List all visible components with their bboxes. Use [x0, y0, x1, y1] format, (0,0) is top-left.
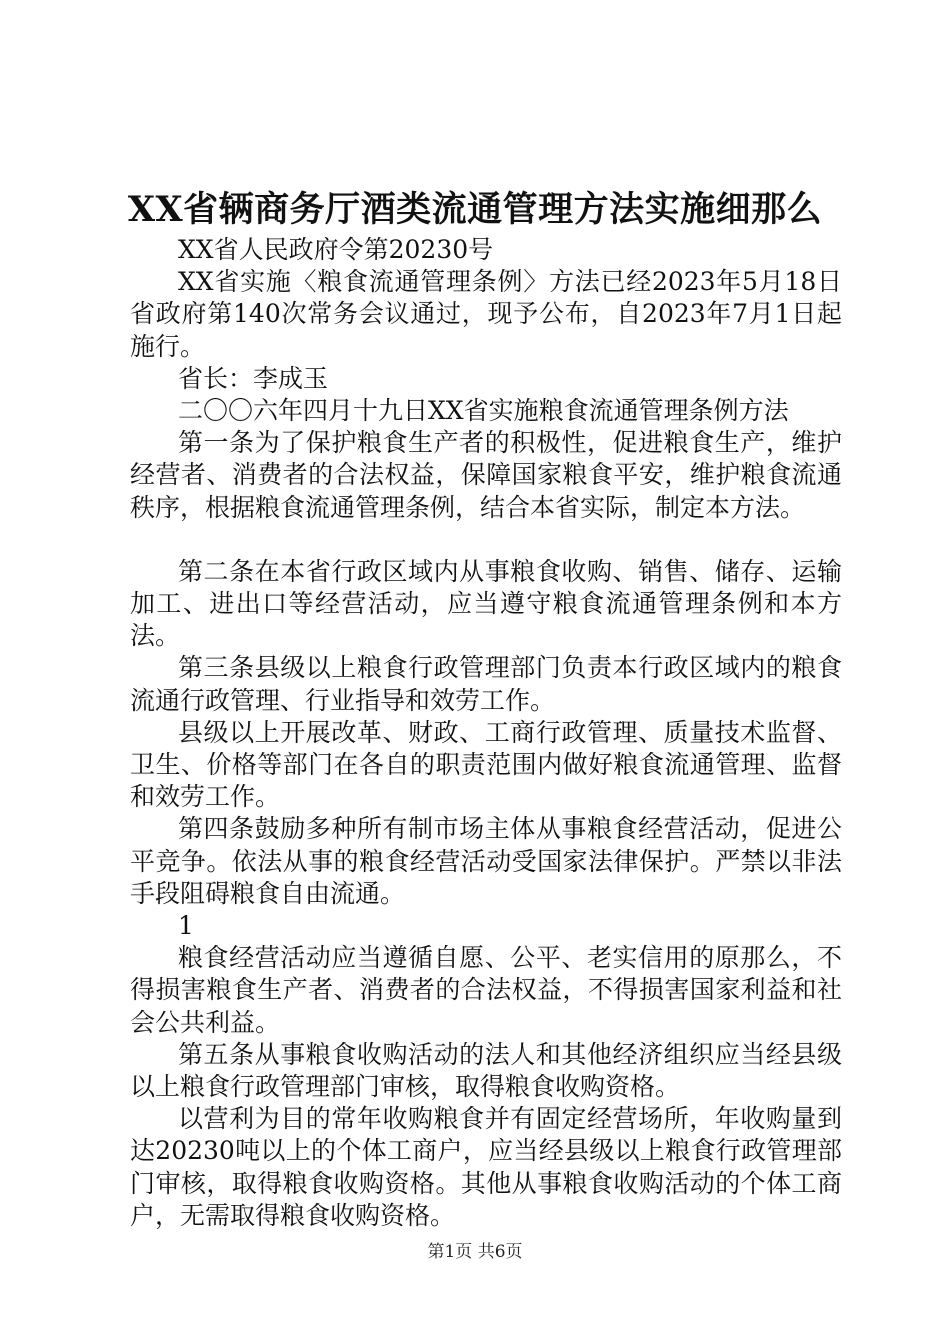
article-2: 第二条在本省行政区域内从事粮食收购、销售、储存、运输加工、进出口等经营活动，应当遵守粮食流通管理条例和本方法。: [130, 556, 842, 651]
governor-signature-line: 省长：李成玉: [178, 363, 329, 393]
blank-line: [130, 524, 842, 556]
page-footer: 第1页 共6页: [427, 1242, 523, 1262]
document-title: XX省辆商务厅酒类流通管理方法实施细那么: [127, 189, 823, 230]
date-and-heading-line: 二〇〇六年四月十九日XX省实施粮食流通管理条例方法: [178, 396, 789, 426]
decree-number: XX省人民政府令第20230号: [178, 235, 494, 264]
article-5: 第五条从事粮食收购活动的法人和其他经济组织应当经县级以上粮食行政管理部门审核，取得粮食收购资格。: [130, 1039, 842, 1102]
article-4: 第四条鼓励多种所有制市场主体从事粮食经营活动，促进公平竞争。依法从事的粮食经营活动受国家法律保护。严禁以非法手段阻碍粮食自由流通。: [130, 814, 842, 908]
document-body: [130, 234, 842, 1232]
article-3: 第三条县级以上粮食行政管理部门负责本行政区域内的粮食流通行政管理、行业指导和效劳工作。: [130, 653, 842, 715]
paragraph-announcement: XX省实施〈粮食流通管理条例〉方法已经2023年5月18日省政府第140次常务会议通过，现予公布，自2023年7月1日起施行。: [130, 267, 842, 361]
article-1: 第一条为了保护粮食生产者的积极性，促进粮食生产，维护经营者、消费者的合法权益，保障国家粮食平安，维护粮食流通秩序，根据粮食流通管理条例，结合本省实际，制定本方法。: [130, 428, 842, 522]
article-5-continued: 以营利为目的常年收购粮食并有固定经营场所，年收购量到达20230吨以上的个体工商户，应当经县级以上粮食行政管理部门审核，取得粮食收购资格。其他从事粮食收购活动的个体工商户，无需取得粮食收购资格。: [130, 1104, 842, 1230]
article-3-continued: 县级以上开展改革、财政、工商行政管理、质量技术监督、卫生、价格等部门在各自的职责范围内做好粮食流通管理、监督和效劳工作。: [130, 717, 842, 812]
article-4-continued: 粮食经营活动应当遵循自愿、公平、老实信用的原那么，不得损害粮食生产者、消费者的合法权益，不得损害国家利益和社会公共利益。: [130, 943, 842, 1037]
inline-page-number: 1: [178, 911, 194, 941]
